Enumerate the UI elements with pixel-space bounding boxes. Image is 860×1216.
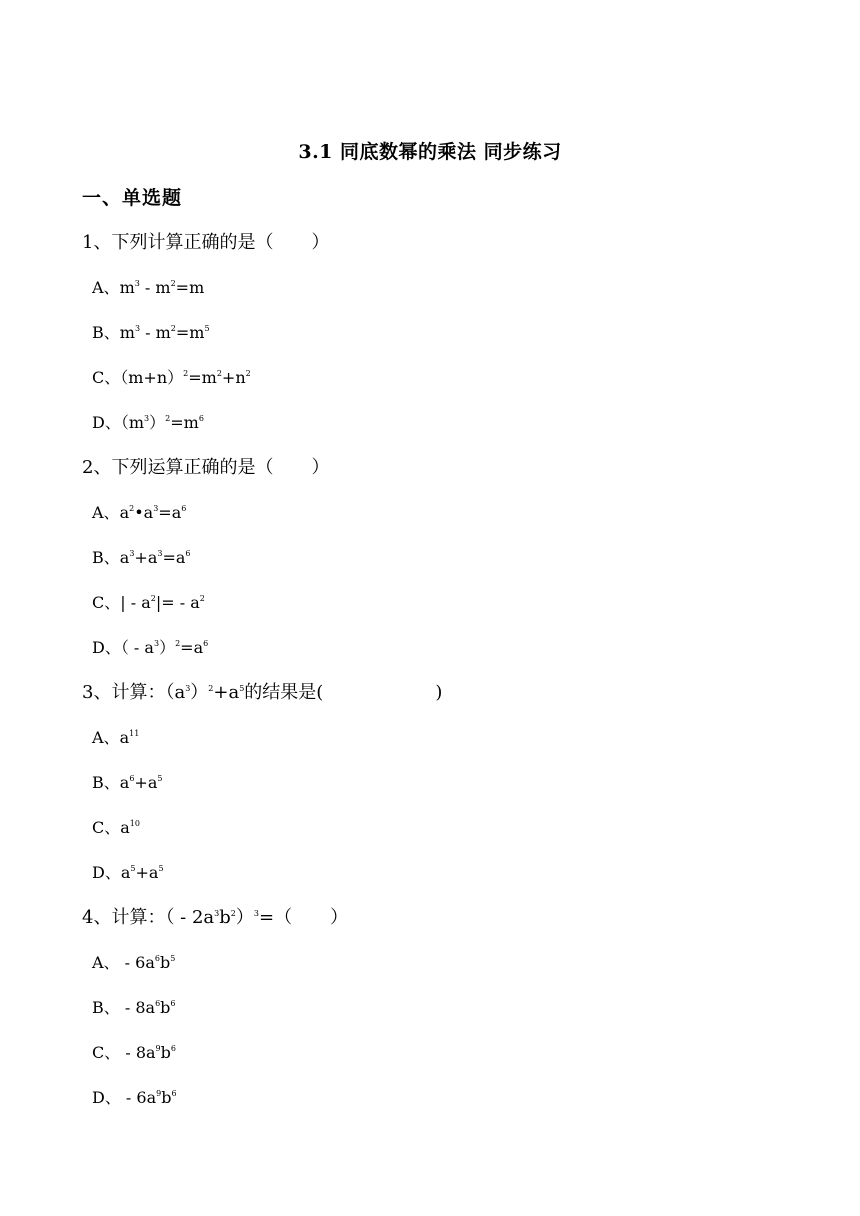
question-1 — [82, 228, 329, 254]
option-3d: D、$a^5+a^5$ — [92, 863, 164, 882]
option-4c: C、 - $8a^9b^6$ — [92, 1043, 176, 1062]
question-stem: 下列计算正确的是（ — [111, 232, 274, 253]
option-4d: D、 - $6a^9b^6$ — [92, 1088, 177, 1107]
question-stem-close: ） — [311, 457, 330, 478]
option-2b: B、$a^3+a^3=a^6$ — [92, 548, 191, 567]
question-3: 3、计算：$(a^3)^2+a^5$的结果是( ) — [82, 682, 443, 703]
question-stem-close: ） — [330, 907, 349, 928]
option-3a: A、$a^{11}$ — [92, 728, 140, 747]
option-2c: C、| - $a^2|= - a^2$ — [92, 593, 205, 612]
option-4b: B、 - $8a^6b^6$ — [92, 998, 176, 1017]
question-number: 2、 — [82, 457, 112, 478]
question-number: 1、 — [82, 232, 112, 253]
question-stem-close: ） — [311, 232, 330, 253]
option-1c: C、$(m+n)^2=m^2+n^2$ — [92, 368, 251, 387]
question-stem-close: ) — [435, 682, 443, 703]
section-heading: 一、单选题 — [82, 187, 183, 209]
option-3c: C、$a^{10}$ — [92, 818, 140, 837]
option-1d: D、$(m^3)^2=m^6$ — [92, 413, 204, 432]
question-4: 4、计算：（ - $2a^3b^2)^3=$（ ） — [82, 907, 349, 928]
question-number: 4、 — [82, 907, 112, 928]
question-2 — [82, 453, 329, 479]
question-number: 3、 — [82, 682, 112, 703]
document-title: 3.1 同底数幂的乘法 同步练习 — [298, 141, 562, 163]
option-1a: A、$m^3 - m^2=m$ — [92, 278, 205, 297]
option-3b: B、$a^6+a^5$ — [92, 773, 163, 792]
option-2a: A、$a^2•a^3=a^6$ — [92, 503, 187, 522]
option-4a: A、 - $6a^6b^5$ — [92, 953, 176, 972]
option-2d: D、（ - $a^3)^2=a^6$ — [92, 638, 209, 657]
question-stem: 下列运算正确的是（ — [111, 457, 274, 478]
option-1b: B、$m^3 - m^2=m^5$ — [92, 323, 210, 342]
